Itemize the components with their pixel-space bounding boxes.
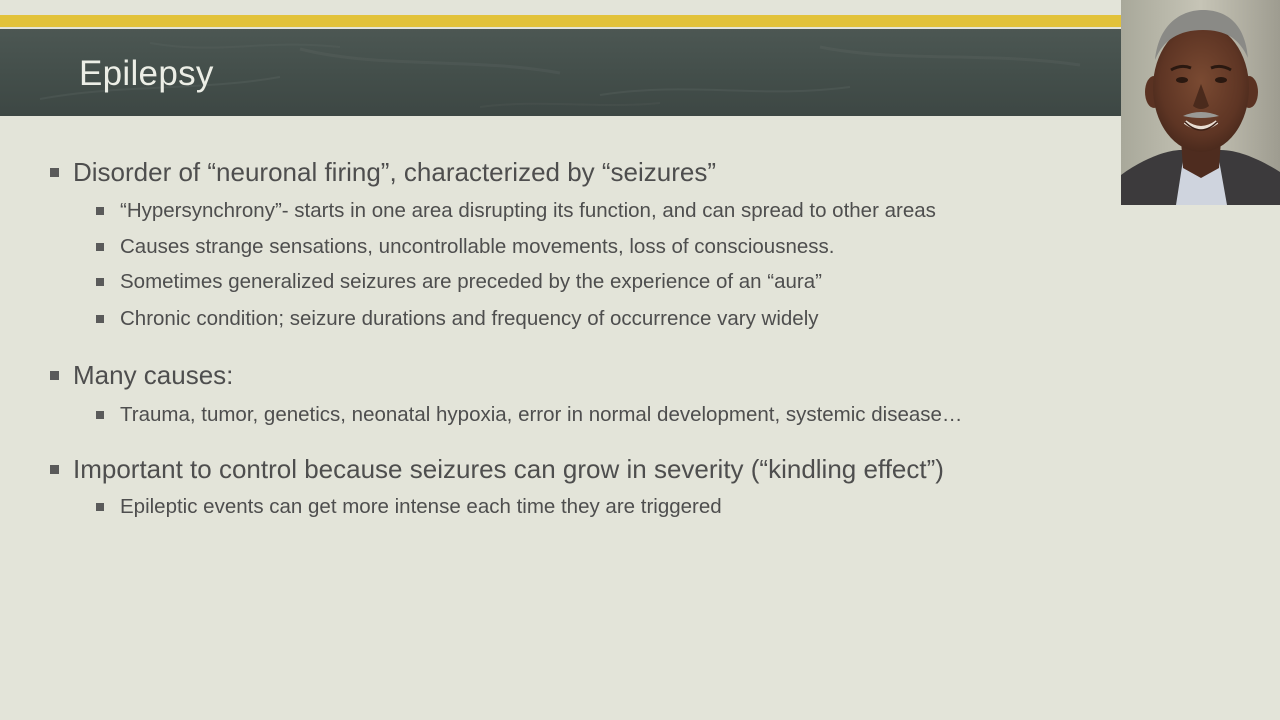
accent-bar	[0, 15, 1122, 27]
sub-bullet-text: Sometimes generalized seizures are preceded by the experience of an “aura”	[120, 270, 822, 293]
square-bullet-icon	[96, 411, 104, 419]
square-bullet-icon	[50, 371, 59, 380]
portrait-image	[1121, 0, 1280, 205]
bullet-many-causes	[50, 358, 233, 392]
square-bullet-icon	[96, 243, 104, 251]
bullet-important-control	[50, 452, 944, 486]
square-bullet-icon	[96, 207, 104, 215]
bullet-text: Disorder of “neuronal firing”, characterized by “seizures”	[73, 157, 717, 187]
square-bullet-icon	[50, 465, 59, 474]
slide-title: Epilepsy	[79, 54, 214, 93]
bullet-text: Important to control because seizures can grow in severity (“kindling effect”)	[73, 454, 944, 484]
sub-bullet-text: Trauma, tumor, genetics, neonatal hypoxia, error in normal development, systemic disease…	[120, 403, 963, 426]
sub-bullet-chronic	[96, 305, 819, 333]
sub-bullet-epileptic-events	[96, 493, 722, 521]
sub-bullet-sensations	[96, 233, 834, 261]
square-bullet-icon	[96, 315, 104, 323]
square-bullet-icon	[50, 168, 59, 177]
sub-bullet-text: Chronic condition; seizure durations and frequency of occurrence vary widely	[120, 307, 819, 330]
sub-bullet-text: Epileptic events can get more intense each time they are triggered	[120, 495, 722, 518]
bullet-disorder	[50, 155, 716, 189]
sub-bullet-aura	[96, 268, 822, 296]
sub-bullet-text: Causes strange sensations, uncontrollable movements, loss of consciousness.	[120, 235, 835, 258]
sub-bullet-text: “Hypersynchrony”- starts in one area disrupting its function, and can spread to other areas	[120, 199, 936, 222]
sub-bullet-hypersynchrony	[96, 197, 936, 225]
sub-bullet-causes-list	[96, 401, 962, 429]
bullet-text: Many causes:	[73, 360, 234, 390]
square-bullet-icon	[96, 503, 104, 511]
portrait-photo	[1121, 0, 1280, 205]
square-bullet-icon	[96, 278, 104, 286]
